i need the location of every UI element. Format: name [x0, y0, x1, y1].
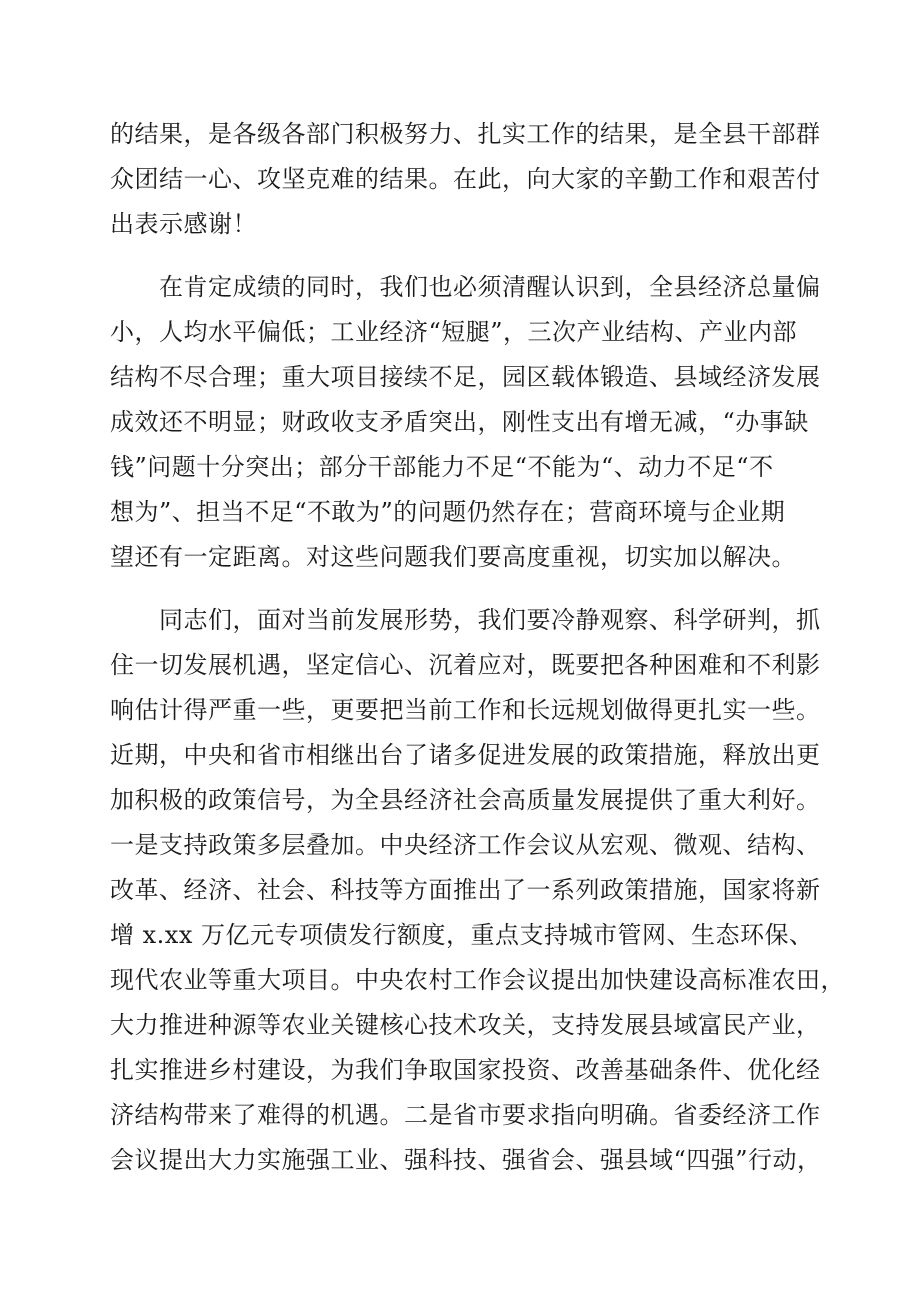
document-body	[110, 112, 845, 1183]
text-line: 小，人均水平偏低；工业经济“短腿”，三次产业结构、产业内部	[110, 318, 798, 346]
text-line: 扎实推进乡村建设，为我们争取国家投资、改善基础条件、优化经	[110, 1056, 821, 1084]
text-line: 加积极的政策信号，为全县经济社会高质量发展提供了重大利好。	[110, 786, 821, 814]
text-line: 现代农业等重大项目。中央农村工作会议提出加快建设高标准农田，	[110, 966, 845, 994]
text-line: 望还有一定距离。对这些问题我们要高度重视，切实加以解决。	[110, 543, 796, 571]
text-line: 济结构带来了难得的机遇。二是省市要求指向明确。省委经济工作	[110, 1101, 821, 1129]
text-line: 众团结一心、攻坚克难的结果。在此，向大家的辛勤工作和艰苦付	[110, 165, 821, 193]
text-line: 增 x.xx 万亿元专项债发行额度，重点支持城市管网、生态环保、	[110, 921, 814, 949]
text-line: 的结果，是各级各部门积极努力、扎实工作的结果，是全县干部群	[110, 120, 821, 148]
paragraph-spacer	[110, 247, 800, 265]
text-line: 出表示感谢！	[110, 210, 257, 238]
text-line: 成效还不明显；财政收支矛盾突出，刚性支出有增无减，“办事缺	[110, 408, 809, 436]
paragraph-problems	[110, 265, 821, 580]
text-line: 响估计得严重一些，更要把当前工作和长远规划做得更扎实一些。	[110, 696, 821, 724]
text-line: 改革、经济、社会、科技等方面推出了一系列政策措施，国家将新	[110, 876, 821, 904]
text-line: 大力推进种源等农业关键核心技术攻关，支持发展县域富民产业，	[110, 1011, 821, 1039]
text-line: 在肯定成绩的同时，我们也必须清醒认识到，全县经济总量偏	[110, 273, 821, 301]
paragraph-closing-thanks	[110, 112, 821, 247]
text-line: 同志们，面对当前发展形势，我们要冷静观察、科学研判，抓	[110, 606, 821, 634]
text-line: 一是支持政策多层叠加。中央经济工作会议从宏观、微观、结构、	[110, 831, 821, 859]
text-line: 结构不尽合理；重大项目接续不足，园区载体锻造、县域经济发展	[110, 363, 821, 391]
paragraph-opportunities	[110, 598, 845, 1183]
text-line: 近期，中央和省市相继出台了诸多促进发展的政策措施，释放出更	[110, 741, 821, 769]
text-line: 会议提出大力实施强工业、强科技、强省会、强县域“四强”行动，	[110, 1146, 822, 1174]
paragraph-spacer	[110, 580, 800, 598]
text-line: 钱”问题十分突出；部分干部能力不足“不能为“、动力不足“不	[110, 453, 774, 481]
text-line: 想为”、担当不足“不敢为”的问题仍然存在；营商环境与企业期	[110, 498, 786, 526]
text-line: 住一切发展机遇，坚定信心、沉着应对，既要把各种困难和不利影	[110, 651, 821, 679]
